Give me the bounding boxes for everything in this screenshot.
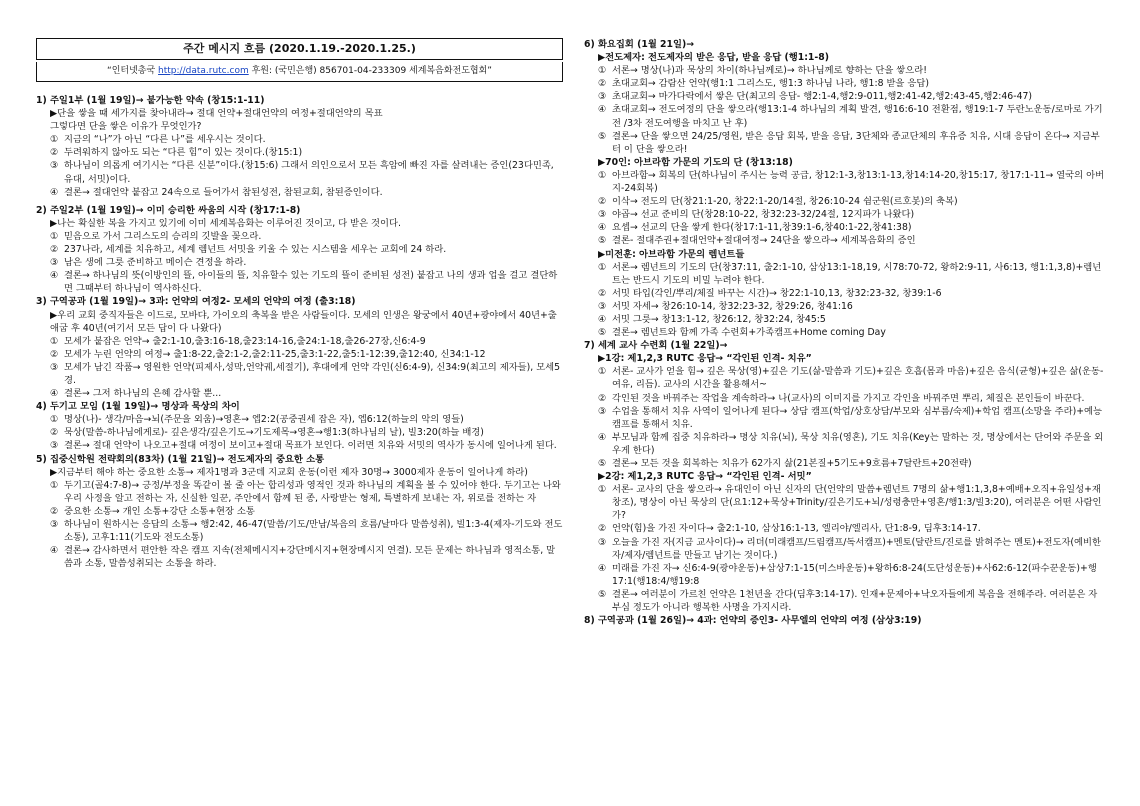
item-text: 야곱→ 선교 준비의 단(창28:10-22, 창32:23-32/24절, 12지파가 나왔다)	[612, 209, 915, 221]
numbered-item	[36, 544, 563, 570]
subsection-heading: ▶1강: 제1,2,3 RUTC 응답→ “각인된 인격- 치유”	[598, 353, 812, 365]
numbered-item	[36, 348, 563, 361]
section-heading: 8) 구역공과 (1월 26일)→ 4과: 언약의 증인3- 사무엘의 언약의 여정 (삼상3:19)	[584, 615, 922, 627]
item-number: ①	[50, 335, 59, 347]
item-number: ③	[598, 209, 607, 221]
numbered-item	[584, 588, 1106, 614]
document-title: 주간 메시지 흐름 (2020.1.19.-2020.1.25.)	[36, 38, 563, 60]
item-number: ①	[50, 479, 59, 491]
item-text: 서론→ 명상(나)과 묵상의 차이(하나님께로)→ 하나님께로 향하는 단을 쌓으라!	[612, 65, 927, 77]
item-text: 남은 생에 그릇 준비하고 메이슨 견정을 하라.	[64, 257, 247, 269]
paragraph: 그렇다면 단을 쌓은 이유가 무엇인가?	[50, 121, 202, 133]
item-text: 묵상(말씀-하나님에게로)- 깊은생각/깊은기도→기도제목→영혼→행1:3(하나님의 날), 빌3:20(하늘 배경)	[64, 427, 484, 439]
numbered-item	[36, 361, 563, 387]
numbered-item	[584, 261, 1106, 287]
item-number: ②	[598, 287, 607, 299]
item-text: 결론→ 절대언약 붙잡고 24속으로 들어가서 참된성전, 참된교회, 참된증인이다.	[64, 186, 383, 198]
item-text: 두기고(골4:7-8)→ 긍정/부정을 똑같이 볼 줄 아는 합리성과 영적인 것과 하나님의 계획을 볼 수 있어야 한다. 두기고는 나와 우리 사정을 알고 전하는 자, 신실한 일꾼, 주안에서 함께 된 종, 사랑받는 형제, 특별하게 보내는 자, 위로를 전하는 자	[64, 479, 561, 504]
numbered-item	[36, 269, 563, 295]
paragraph: ▶단을 쌓을 때 세가지를 찾아내라→ 절대 언약+절대언약의 여정+절대언약의 목표	[50, 108, 383, 120]
item-text: 중요한 소통→ 개인 소통+강단 소통+현장 소통	[64, 505, 255, 517]
numbered-item	[36, 133, 563, 146]
info-suffix: 후원: (국민은행) 856701-04-233309 세계복음화전도협회”	[248, 66, 492, 76]
item-number: ⑤	[598, 130, 607, 142]
item-number: ④	[50, 270, 59, 282]
item-number: ③	[50, 440, 59, 452]
numbered-item	[584, 326, 1106, 339]
numbered-item	[36, 186, 563, 199]
numbered-item	[584, 365, 1106, 391]
item-number: ②	[50, 505, 59, 517]
item-number: ②	[50, 244, 59, 256]
item-text: 아브라함→ 회복의 단(하나님이 주시는 능력 공급, 창12:1-3,창13:1-13,창14:14-20,창15:17, 창17:1-11→ 열국의 아버지-24회복)	[612, 169, 1105, 195]
item-number: ②	[598, 523, 607, 535]
numbered-item	[36, 439, 563, 452]
item-number: ①	[50, 414, 59, 426]
numbered-item	[36, 230, 563, 243]
item-text: 두려워하지 않아도 되는 “다른 힘”이 있는 것이다.(창15:1)	[64, 147, 303, 159]
section-heading: 4) 두기고 모임 (1월 19일)→ 명상과 묵상의 차이	[36, 401, 240, 413]
item-text: 믿음으로 가서 그리스도의 승리의 깃발을 꽂으라.	[64, 230, 262, 242]
item-number: ②	[50, 348, 59, 360]
item-text: 하나님이 의롭게 여기시는 “다른 신분”이다.(창15:6) 그래서 의인으로서 모든 흑암에 빠진 자를 살려내는 증인(23다민족, 유대, 서밋)이다.	[64, 160, 554, 185]
numbered-item	[36, 159, 563, 185]
item-text: 미래를 가진 자→ 신6:4-9(광야운동)+삼상7:1-15(미스바운동)+왕하6:8-24(도단성운동)+사62:6-12(파수꾼운동)+행17:1(행18:4/행19:8	[612, 562, 1097, 587]
item-number: ②	[598, 392, 607, 404]
item-number: ④	[598, 431, 607, 443]
paragraph: ▶우리 교회 중직자들은 이드로, 모바댜, 가이오의 축복을 받은 사람들이다. 모세의 인생은 왕궁에서 40년+광야에서 40년+출애굽 후 40년(여기서 모든 답이 다 나왔다)	[50, 309, 557, 334]
item-text: 결론→ 모든 것을 회복하는 치유가 62가지 삶(21본질+5기도+9흐름+7달란트+20전략)	[612, 458, 972, 469]
item-number: ⑤	[598, 588, 607, 600]
section-heading: 5) 집중신학원 전략회의(83차) (1월 21일)→ 전도제자의 중요한 소통	[36, 453, 325, 465]
numbered-item	[584, 64, 1106, 77]
numbered-item	[584, 234, 1106, 247]
numbered-item	[584, 130, 1106, 156]
item-text: 결론→ 렘넌트와 함께 가족 수련회+가족캠프+Home coming Day	[612, 327, 886, 339]
item-number: ⑤	[598, 235, 607, 247]
numbered-item	[36, 413, 563, 426]
item-text: 결론- 절대주권+절대언약+절대여정→ 24단을 쌓으라→ 세계복음화의 증인	[612, 235, 916, 247]
numbered-item	[584, 392, 1106, 405]
numbered-item	[36, 335, 563, 348]
numbered-item	[36, 479, 563, 505]
numbered-item	[36, 518, 563, 544]
item-text: 수업을 통해서 치유 사역이 일어나게 된다→ 상담 캠프(학업/상호상담/부모와 심부름/숙제)+학업 캠프(소망을 주라)+예능 캠프를 통해서 치유.	[612, 405, 1102, 430]
item-number: ③	[598, 300, 607, 312]
item-text: 모세가 붙잡은 언약→ 출2:1-10,출3:16-18,출23:14-16,출24:1-18,출26-27장,신6:4-9	[64, 335, 426, 347]
item-number: ②	[50, 147, 59, 159]
numbered-item	[36, 426, 563, 439]
section-heading: 2) 주일2부 (1월 19일)→ 이미 승리한 싸움의 시작 (창17:1-8)	[36, 204, 301, 216]
item-number: ①	[598, 484, 607, 496]
item-text: 언약(힘)을 가진 자이다→ 출2:1-10, 삼상16:1-13, 엘리야/엘리사, 단1:8-9, 딤후3:14-17.	[612, 523, 981, 535]
item-number: ④	[598, 222, 607, 234]
numbered-item	[584, 457, 1106, 470]
subsection-heading: ▶미전훈: 아브라함 가문의 렘넌트들	[598, 248, 745, 260]
numbered-item	[584, 522, 1106, 535]
item-number: ⑤	[598, 327, 607, 339]
left-column	[36, 94, 563, 570]
numbered-item	[584, 313, 1106, 326]
item-text: 각인된 것을 바꿔주는 작업을 계속하라→ 나(교사)의 이미지를 가지고 각인을 바꿔주면 뿌리, 체질은 본인들이 바꾼다.	[612, 392, 1085, 404]
item-text: 결론→ 여러분이 가르친 언약은 1천년을 간다(딤후3:14-17). 인재+문제아+낙오자들에게 복음을 전해주라. 여러분은 자부심 정도가 아니라 행복한 사명을 가지시라.	[612, 588, 1098, 614]
subsection-heading: ▶70인: 아브라함 가문의 기도의 단 (창13:18)	[598, 156, 793, 168]
item-text: 서론- 교사의 단을 쌓으라→ 유대인이 아닌 신자의 단(언약의 말씀+렘넌트 7명의 삶+행1:1,3,8+예배+오직+유일성+재창조), 명상이 아닌 묵상의 단(요1:12+묵상+Trinity/깊은기도+뇌/성령충만+영혼/행1:3/빌3:20), 여러분은 어떤 사람인가?	[612, 484, 1102, 522]
item-text: 서론- 교사가 얻을 힘→ 깊은 묵상(영)+깊은 기도(삶-말씀과 기도)+깊은 호흡(몸과 마음)+깊은 음식(균형)+깊은 삶(운동-여유, 리듬). 교사의 시간을 활용해서~	[612, 366, 1104, 391]
numbered-item	[584, 195, 1106, 208]
numbered-item	[584, 536, 1106, 562]
numbered-item	[584, 221, 1106, 234]
numbered-item	[584, 405, 1106, 431]
item-number: ③	[50, 160, 59, 172]
numbered-item	[584, 90, 1106, 103]
website-link[interactable]: http://data.rutc.com	[158, 66, 249, 76]
item-number: ④	[598, 562, 607, 574]
numbered-item	[584, 77, 1106, 90]
section-heading: 3) 구역공과 (1월 19일)→ 3과: 언약의 여정2- 모세의 언약의 여정 (출3:18)	[36, 296, 356, 308]
subsection-heading: ▶2강: 제1,2,3 RUTC 응답→ “각인된 인격- 서밋”	[598, 471, 812, 483]
item-text: 지금의 “나”가 아닌 “다른 나”를 세우시는 것이다.	[64, 134, 266, 146]
item-text: 237나라, 세계를 치유하고, 세계 렘넌트 서밋을 키울 수 있는 시스템을 세우는 교회에 24 하라.	[64, 244, 447, 256]
item-text: 명상(나)- 생각/마음→뇌(주문을 외움)→영혼→ 엡2:2(공중권세 잡은 자), 엡6:12(하늘의 악의 영들)	[64, 414, 464, 426]
info-prefix: “인터넷총국	[107, 66, 159, 76]
item-number: ④	[598, 313, 607, 325]
item-text: 모세가 누린 언약의 여정→ 출1:8-22,출2:1-2,출2:11-25,출3:1-22,출5:1-12:39,출12:40, 신34:1-12	[64, 348, 486, 360]
numbered-item	[584, 300, 1106, 313]
item-text: 부모님과 함께 집중 치유하라→ 명상 치유(뇌), 묵상 치유(영혼), 기도 치유(Key는 말하는 것, 명상에서는 단어와 주문을 외우게 한다)	[612, 431, 1104, 456]
item-text: 서밋 그릇→ 창13:1-12, 창26:12, 창32:24, 창45:5	[612, 313, 826, 325]
sponsor-info	[36, 62, 563, 82]
numbered-item	[584, 431, 1106, 457]
numbered-item	[584, 169, 1106, 195]
numbered-item	[584, 208, 1106, 221]
section-heading: 6) 화요집회 (1월 21일)→	[584, 39, 695, 50]
item-number: ③	[50, 257, 59, 269]
item-text: 초대교회→ 전도여정의 단을 쌓으라(행13:1-4 하나님의 계획 발견, 행16:6-10 전환점, 행19:1-7 두란노운동/로마로 가기전 /3차 전도여행을 마치고 난 후)	[612, 104, 1103, 129]
item-number: ②	[50, 427, 59, 439]
item-text: 하나님이 원하시는 응답의 소통→ 행2:42, 46-47(말씀/기도/만남/복음의 흐름/날마다 말씀성취), 빌1:3-4(제자-기도와 전도 소통), 고후1:11(기도와 전도소통)	[64, 519, 563, 544]
numbered-item	[584, 562, 1106, 588]
item-text: 결론→ 단을 쌓으면 24/25/영원, 받은 응답 회복, 받을 응답, 3단체와 종교단체의 후유증 치유, 시대 응답이 온다→ 지금부터 이 단을 쌓으라!	[612, 130, 1100, 155]
item-number: ③	[50, 361, 59, 373]
item-number: ①	[598, 261, 607, 273]
item-text: 요셉→ 선교의 단을 쌓게 한다(창17:1-11,창39:1-6,창40:1-22,창41:38)	[612, 222, 912, 234]
numbered-item	[584, 483, 1106, 522]
item-text: 서밋 자세→ 창26:10-14, 창32:23-32, 창29:26, 창41:16	[612, 300, 853, 312]
numbered-item	[36, 505, 563, 518]
numbered-item	[36, 243, 563, 256]
paragraph: ▶나는 확실한 복을 가지고 있기에 이미 세계복음화는 이루어진 것이고, 다 받은 것이다.	[50, 217, 401, 229]
numbered-item	[36, 256, 563, 269]
item-text: 오늘을 가진 자(지금 교사이다)→ 리더(미래캠프/드림캠프/독서캠프)+멘토(달란트/진로를 밝혀주는 멘토)+전도자(예비한 자/제자/렘넌트를 만들고 남기는 것이다.)	[612, 536, 1102, 561]
item-number: ①	[598, 366, 607, 378]
item-number: ④	[598, 104, 607, 116]
item-number: ①	[598, 65, 607, 77]
section-heading: 1) 주일1부 (1월 19일)→ 붙가능한 약속 (창15:1-11)	[36, 95, 265, 106]
item-text: 서밋 타입(각인/뿌리/체질 바꾸는 시간)→ 창22:1-10,13, 창32:23-32, 창39:1-6	[612, 287, 942, 299]
item-text: 결론→ 그저 하나님의 은혜 감사할 뿐...	[64, 388, 222, 400]
item-number: ①	[50, 134, 59, 146]
item-number: ④	[50, 388, 59, 400]
numbered-item	[36, 387, 563, 400]
item-number: ③	[598, 536, 607, 548]
item-text: 초대교회→ 마가다락에서 쌓은 단(최고의 응답- 행2:1-4,행2:9-011,행2:41-42,행2:43-45,행2:46-47)	[612, 91, 1033, 103]
item-number: ⑤	[598, 458, 607, 469]
item-number: ④	[50, 545, 59, 557]
right-column	[584, 38, 1106, 627]
item-text: 초대교회→ 감람산 언약(행1:1 그리스도, 행1:3 하나님 나라, 행1:8 받을 응답)	[612, 78, 929, 90]
item-text: 이삭→ 전도의 단(창21:1-20, 창22:1-20/14절, 창26:10-24 쉼군원(르호봇)의 축복)	[612, 196, 958, 208]
numbered-item	[584, 103, 1106, 129]
item-number: ③	[50, 519, 59, 530]
item-number: ①	[598, 169, 607, 181]
numbered-item	[584, 287, 1106, 300]
item-number: ②	[598, 196, 607, 208]
section-heading: 7) 세계 교사 수련회 (1월 22일)→	[584, 340, 728, 352]
item-number: ③	[598, 91, 607, 103]
item-number: ④	[50, 186, 59, 198]
item-text: 결론→ 하나님의 뜻(이방인의 뜰, 아이들의 뜰, 치유할수 있는 기도의 뜰이 준비된 성전) 붙잡고 나의 생과 업을 걸고 결단하면 그때부터 하나님이 역사하신다.	[64, 270, 558, 295]
item-number: ①	[50, 230, 59, 242]
numbered-item	[36, 146, 563, 159]
item-text: 결론→ 절대 언약이 나오고+절대 여정이 보이고+절대 목표가 보인다. 이러면 치유와 서밋의 역사가 동시에 일어나게 된다.	[64, 440, 557, 452]
subsection-heading: ▶전도제자: 전도제자의 받은 응답, 받을 응답 (행1:1-8)	[598, 52, 829, 64]
item-text: 모세가 남긴 작품→ 영원한 언약(피제사,성막,언약궤,세절기), 후대에게 언약 각인(신6:4-9), 신34:9(최고의 제자들), 모세5경.	[64, 361, 561, 386]
item-number: ②	[598, 78, 607, 90]
item-number: ③	[598, 405, 607, 417]
item-text: 서론→ 렘넌트의 기도의 단(창37:11, 출2:1-10, 삼상13:1-18,19, 시78:70-72, 왕하2:9-11, 사6:13, 행1:1,3,8)+렘넌트는 반드시 기도의 비밀 누려야 한다.	[612, 261, 1102, 286]
item-text: 결론→ 감사하면서 편안한 작은 캠프 지속(전체메시지+강단메시지+현장메시지 연결). 모든 문제는 하나님과 영적소통, 말씀과 소통, 말씀성취되는 소통을 하라.	[64, 545, 556, 570]
paragraph: ▶지금부터 해야 하는 중요한 소통→ 제자1명과 3군데 지교회 운동(이런 제자 30명→ 3000제자 운동이 일어나게 하라)	[50, 466, 528, 478]
